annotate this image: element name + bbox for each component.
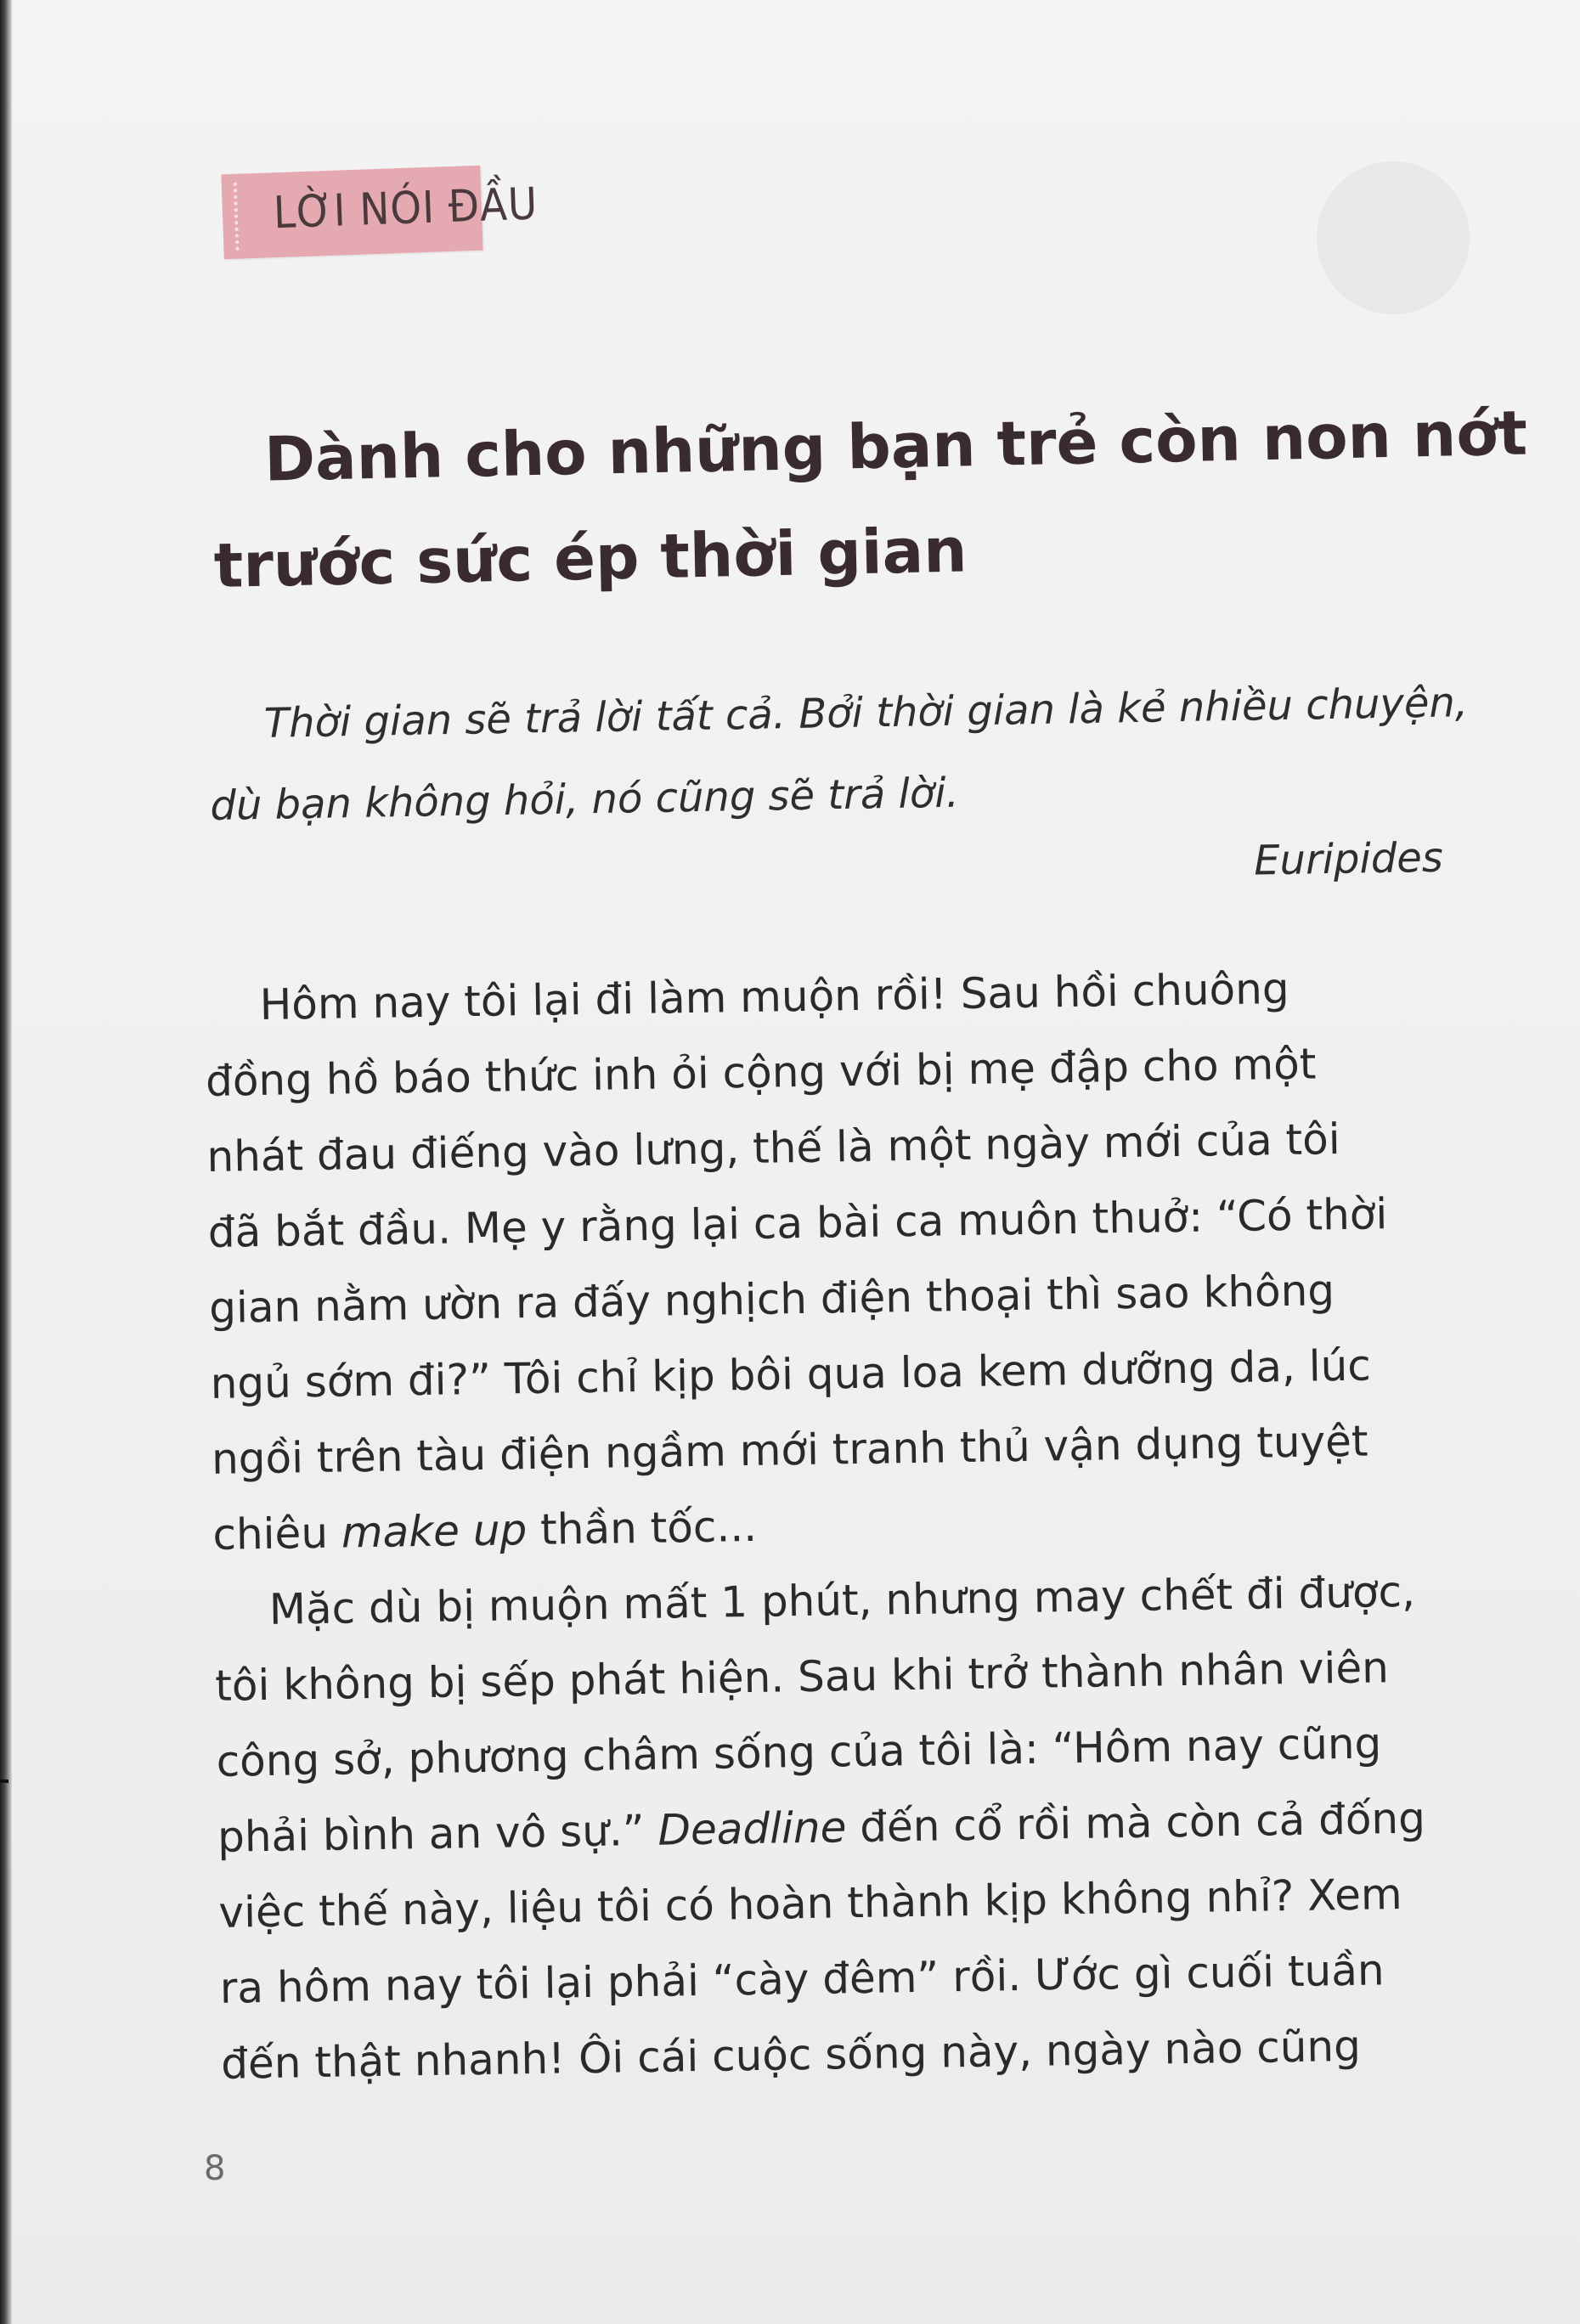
epigraph-quote-line-1: Thời gian sẽ trả lời tất cả. Bởi thời gian là kẻ nhiều chuyện, — [263, 679, 1469, 747]
text-line: công sở, phương châm sống của tôi là: “Hôm nay cũng — [216, 1718, 1382, 1786]
text-line: Mặc dù bị muộn mất 1 phút, nhưng may chết đi được, — [268, 1566, 1416, 1634]
text-segment: phải bình an vô sự.” — [217, 1805, 658, 1862]
epigraph-quote-line-2: dù bạn không hỏi, nó cũng sẽ trả lời. — [210, 769, 960, 830]
epigraph-quote — [208, 663, 1469, 847]
page-spine-edge — [0, 0, 12, 2324]
text-line: đến thật nhanh! Ôi cái cuộc sống này, ngày nào cũng — [220, 2021, 1362, 2089]
paragraph-2 — [213, 1554, 1470, 2102]
text-line: đã bắt đầu. Mẹ y rằng lại ca bài ca muôn thuở: “Có thời — [207, 1189, 1388, 1257]
text-line: tôi không bị sếp phát hiện. Sau khi trở thành nhân viên — [214, 1643, 1390, 1711]
text-line: gian nằm ườn ra đấy nghịch điện thoại thì sao không — [208, 1266, 1335, 1333]
text-line: việc thế này, liệu tôi có hoàn thành kịp không nhỉ? Xem — [218, 1869, 1403, 1938]
body-text — [204, 949, 1470, 2102]
page-number: 8 — [204, 2149, 226, 2188]
text-line: ngủ sớm đi?” Tôi chỉ kịp bôi qua loa kem dưỡng da, lúc — [210, 1340, 1372, 1408]
chapter-title — [211, 381, 1528, 618]
epigraph-author: Euripides — [1253, 833, 1444, 885]
italic-term: Deadline — [657, 1802, 847, 1855]
text-segment: chiêu — [212, 1508, 342, 1560]
chapter-title-line-1: Dành cho những bạn trẻ còn non nớt — [263, 397, 1528, 495]
text-segment: đến cổ rồi mà còn cả đống — [845, 1793, 1426, 1853]
text-segment: thần tốc... — [526, 1501, 758, 1555]
edge-mark — [0, 1780, 8, 1783]
text-line: ngồi trên tàu điện ngầm mới tranh thủ vận dụng tuyệt — [211, 1416, 1368, 1484]
text-line: ra hôm nay tôi lại phải “cày đêm” rồi. Ước gì cuối tuần — [219, 1945, 1385, 2013]
text-line: Hôm nay tôi lại đi làm muộn rồi! Sau hồi chuông — [259, 963, 1290, 1029]
paragraph-1 — [204, 949, 1462, 1573]
text-line: đồng hồ báo thức inh ỏi cộng với bị mẹ đập cho một — [205, 1039, 1317, 1106]
text-line: nhát đau điếng vào lưng, thế là một ngày mới của tôi — [206, 1114, 1341, 1182]
show-through-mark — [1317, 161, 1470, 314]
italic-term: make up — [341, 1505, 528, 1558]
epigraph — [208, 663, 1469, 911]
section-tag-label: LỜI NÓI ĐẦU — [272, 178, 539, 240]
chapter-title-line-2: trước sức ép thời gian — [213, 514, 968, 601]
section-tag — [221, 166, 539, 260]
